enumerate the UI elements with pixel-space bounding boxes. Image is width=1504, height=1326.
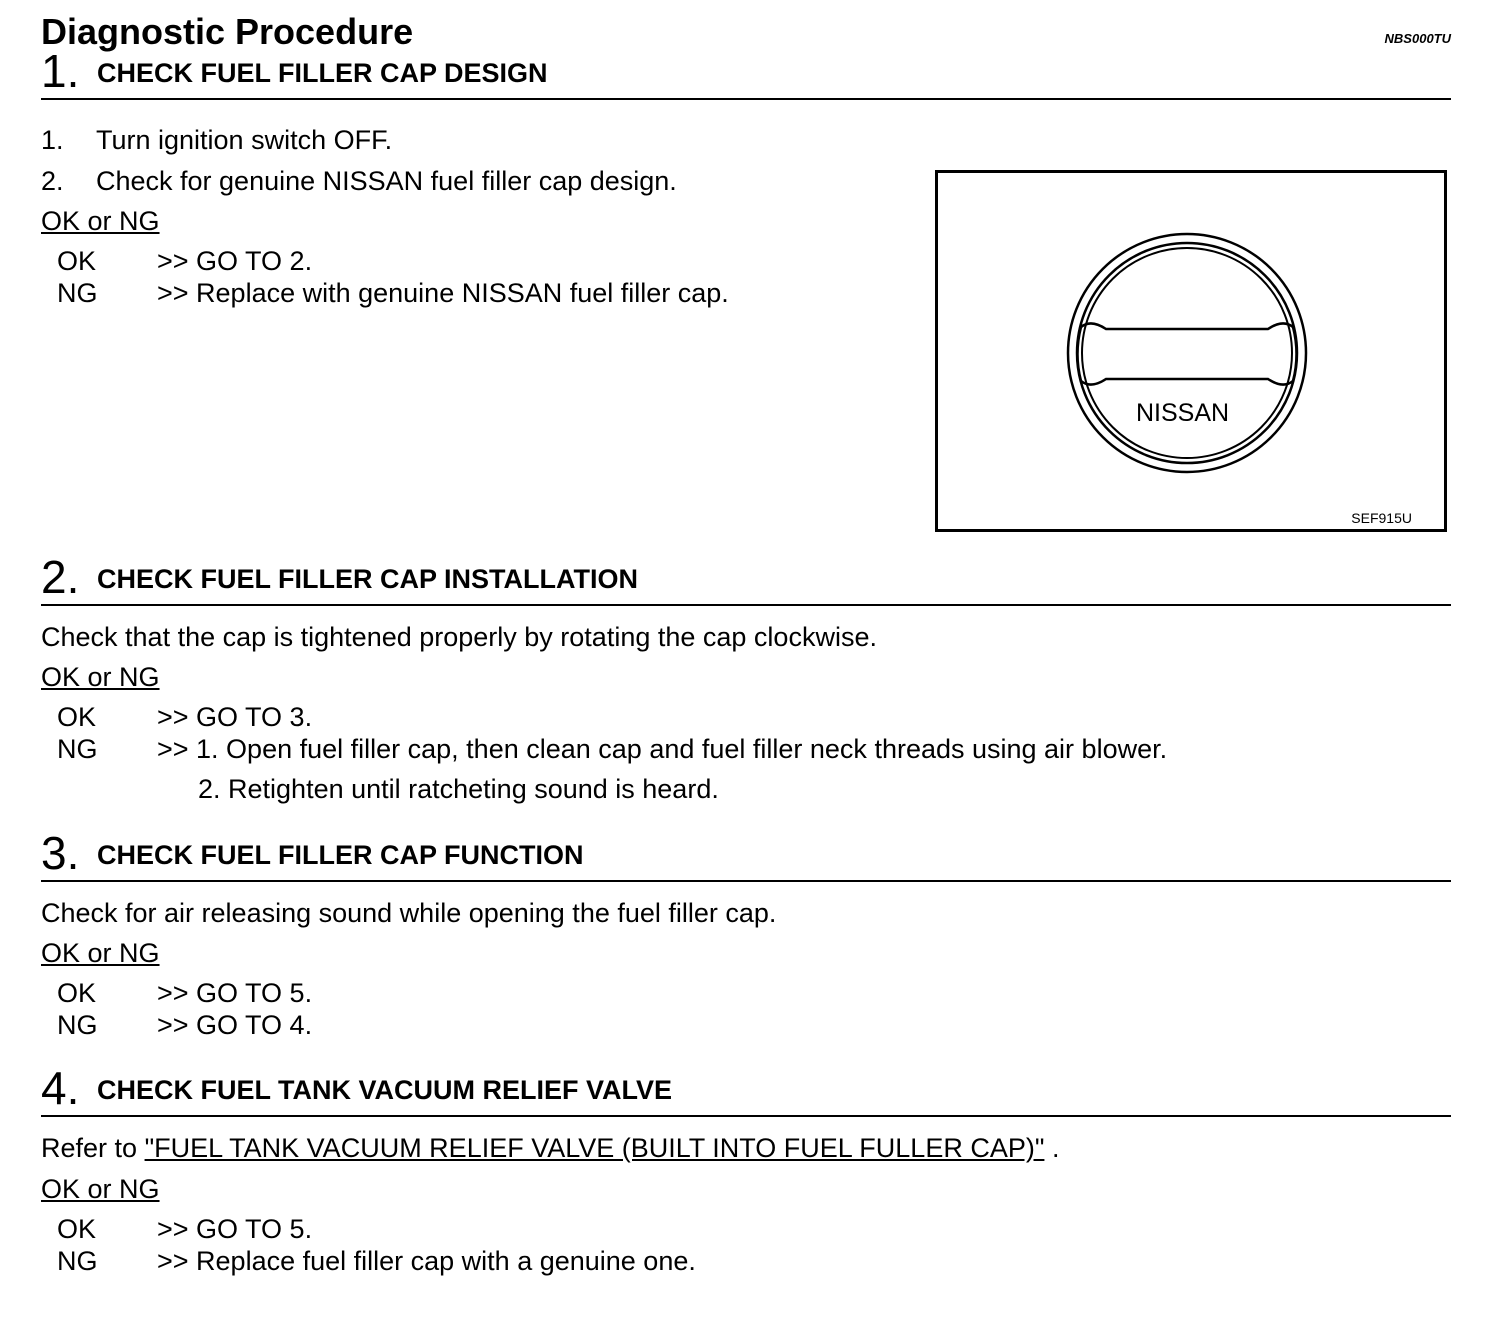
- step-3-header: [41, 827, 1451, 882]
- step-body: Check that the cap is tightened properly by rotating the cap clockwise.: [41, 622, 877, 652]
- list-item: Check for genuine NISSAN fuel filler cap design.: [96, 166, 677, 196]
- ok-result: >> GO TO 3.: [157, 702, 313, 732]
- ok-label: OK: [57, 1214, 97, 1244]
- list-item-number: 1.: [41, 125, 64, 155]
- refer-suffix: .: [1051, 1133, 1060, 1163]
- ok-or-ng-heading: OK or NG: [41, 938, 160, 968]
- ng-label: NG: [57, 1246, 98, 1276]
- step-title: CHECK FUEL FILLER CAP INSTALLATION: [97, 564, 638, 594]
- step-2-header: [41, 551, 1451, 606]
- step-number: 2.: [41, 551, 80, 603]
- ng-label: NG: [57, 1010, 98, 1040]
- ok-result: >> GO TO 5.: [157, 1214, 313, 1244]
- doc-code: NBS000TU: [1384, 31, 1451, 46]
- step-title: CHECK FUEL TANK VACUUM RELIEF VALVE: [97, 1075, 673, 1105]
- step-number: 3.: [41, 827, 80, 879]
- ng-label: NG: [57, 278, 98, 308]
- ok-or-ng-heading: OK or NG: [41, 206, 160, 236]
- step-4-header: [41, 1062, 1451, 1117]
- ok-result: >> GO TO 2.: [157, 246, 313, 276]
- step-body: Check for air releasing sound while opening the fuel filler cap.: [41, 898, 777, 928]
- ok-or-ng-heading: OK or NG: [41, 1174, 160, 1204]
- vacuum-relief-valve-link[interactable]: "FUEL TANK VACUUM RELIEF VALVE (BUILT INTO FUEL FULLER CAP)": [144, 1133, 1045, 1163]
- step-1-header: [41, 45, 1451, 100]
- ng-result: >> Replace with genuine NISSAN fuel filler cap.: [157, 278, 729, 308]
- ng-result: >> 1. Open fuel filler cap, then clean cap and fuel filler neck threads using air blower.: [157, 734, 1168, 764]
- step-number: 4.: [41, 1062, 80, 1114]
- ng-result-continued: 2. Retighten until ratcheting sound is heard.: [198, 774, 719, 804]
- step-title: CHECK FUEL FILLER CAP DESIGN: [97, 58, 548, 88]
- cap-brand-label: NISSAN: [1136, 399, 1230, 427]
- ok-or-ng-heading: OK or NG: [41, 662, 160, 692]
- figure-id: SEF915U: [1351, 510, 1412, 526]
- list-item-number: 2.: [41, 166, 64, 196]
- step-title: CHECK FUEL FILLER CAP FUNCTION: [97, 840, 584, 870]
- ok-result: >> GO TO 5.: [157, 978, 313, 1008]
- ng-result: >> GO TO 4.: [157, 1010, 313, 1040]
- ng-label: NG: [57, 734, 98, 764]
- ng-result: >> Replace fuel filler cap with a genuine one.: [157, 1246, 696, 1276]
- ok-label: OK: [57, 978, 97, 1008]
- fuel-cap-figure: [935, 170, 1447, 532]
- page-title: Diagnostic Procedure: [41, 11, 414, 52]
- step-number: 1.: [41, 45, 80, 97]
- ok-label: OK: [57, 246, 97, 276]
- ok-label: OK: [57, 702, 97, 732]
- list-item: Turn ignition switch OFF.: [96, 125, 393, 155]
- refer-line: [41, 1132, 1059, 1164]
- refer-prefix: Refer to: [41, 1133, 138, 1163]
- fuel-cap-illustration: [938, 173, 1444, 529]
